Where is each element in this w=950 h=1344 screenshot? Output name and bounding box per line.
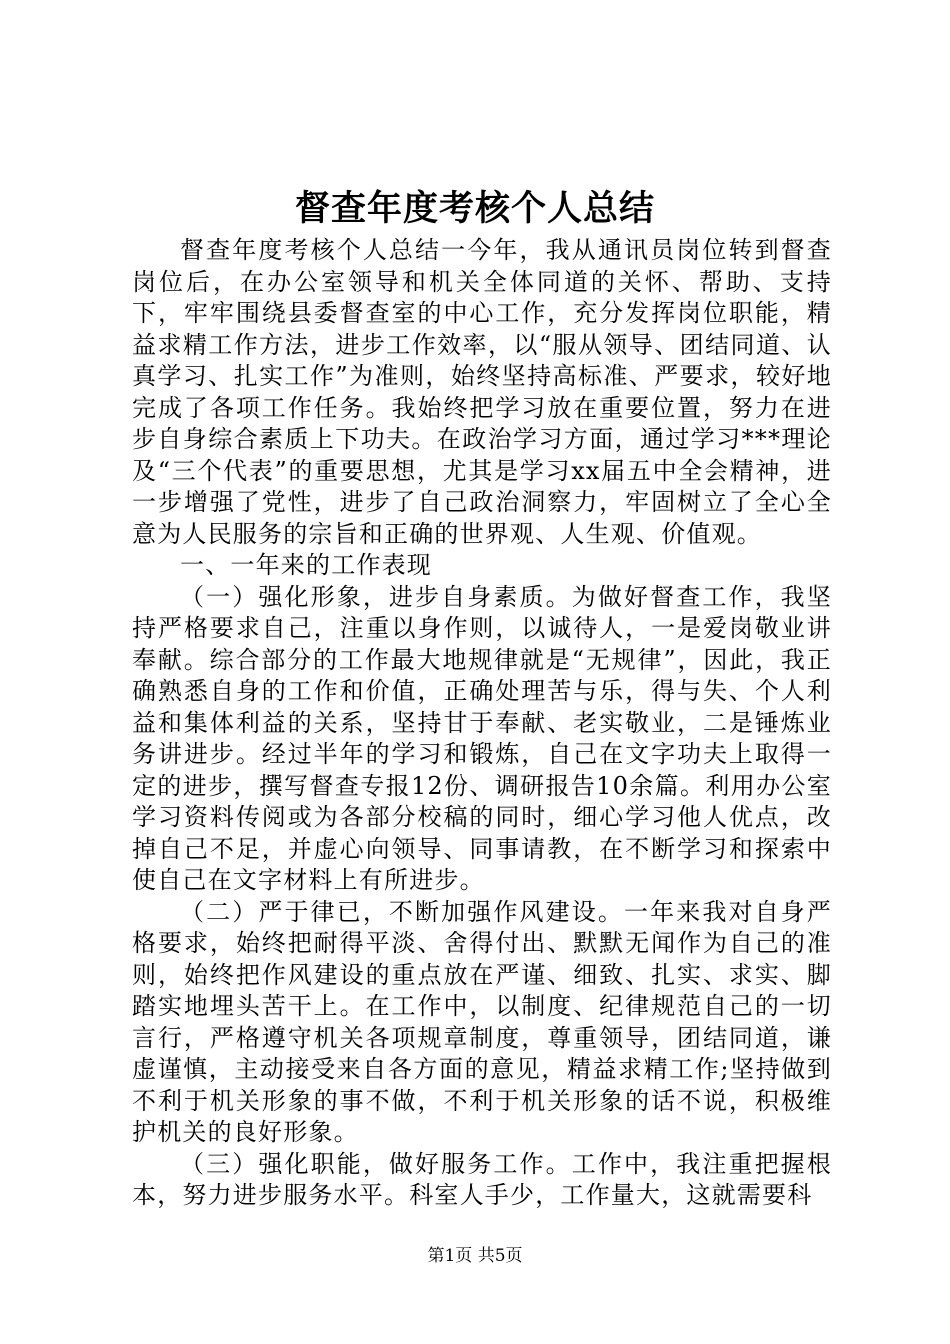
section-1-paragraph: （一）强化形象，进步自身素质。为做好督查工作，我坚持严格要求自己，注重以身作则，以诚待人，一是爱岗敬业讲奉献。综合部分的工作最大地规律就是“无规律”，因此，我正确熟悉自身的工作和价值，正确处理苦与乐，得与失、个人利益和集体利益的关系，坚持甘于奉献、老实敬业，二是锤炼业务讲进步。经过半年的学习和锻炼，自己在文字功夫上取得一定的进步，撰写督查专报12份、调研报告10余篇。利用办公室学习资料传阅或为各部分校稿的同时，细心学习他人优点，改掉自己不足，并虚心向领导、同事请教，在不断学习和探索中使自己在文字材料上有所进步。 [132,582,832,894]
page-footer: 第1页 共5页 [427,1246,523,1266]
section-2-paragraph: （二）严于律已，不断加强作风建设。一年来我对自身严格要求，始终把耐得平淡、舍得付出、默默无闻作为自己的准则，始终把作风建设的重点放在严谨、细致、扎实、求实、脚踏实地埋头苦干上。在工作中，以制度、纪律规范自己的一切言行，严格遵守机关各项规章制度，尊重领导，团结同道，谦虚谨慎，主动接受来自各方面的意见，精益求精工作;坚持做到不利于机关形象的事不做，不利于机关形象的话不说，积极维护机关的良好形象。 [132,897,832,1146]
document-title: 督查年度考核个人总结 [294,188,655,229]
section-3-paragraph: （三）强化职能，做好服务工作。工作中，我注重把握根本，努力进步服务水平。科室人手少，工作量大，这就需要科 [132,1149,832,1209]
section-heading: 一、一年来的工作表现 [180,551,432,579]
intro-paragraph: 督查年度考核个人总结一今年，我从通讯员岗位转到督查岗位后，在办公室领导和机关全体同道的关怀、帮助、支持下，牢牢围绕县委督查室的中心工作，充分发挥岗位职能，精益求精工作方法，进步工作效率，以“服从领导、团结同道、认真学习、扎实工作”为准则，始终坚持高标准、严要求，较好地完成了各项工作任务。我始终把学习放在重要位置，努力在进步自身综合素质上下功夫。在政治学习方面，通过学习***理论及“三个代表”的重要思想，尤其是学习xx届五中全会精神，进一步增强了党性，进步了自己政治洞察力，牢固树立了全心全意为人民服务的宗旨和正确的世界观、人生观、价值观。 [132,236,832,548]
document-body [132,235,832,1212]
